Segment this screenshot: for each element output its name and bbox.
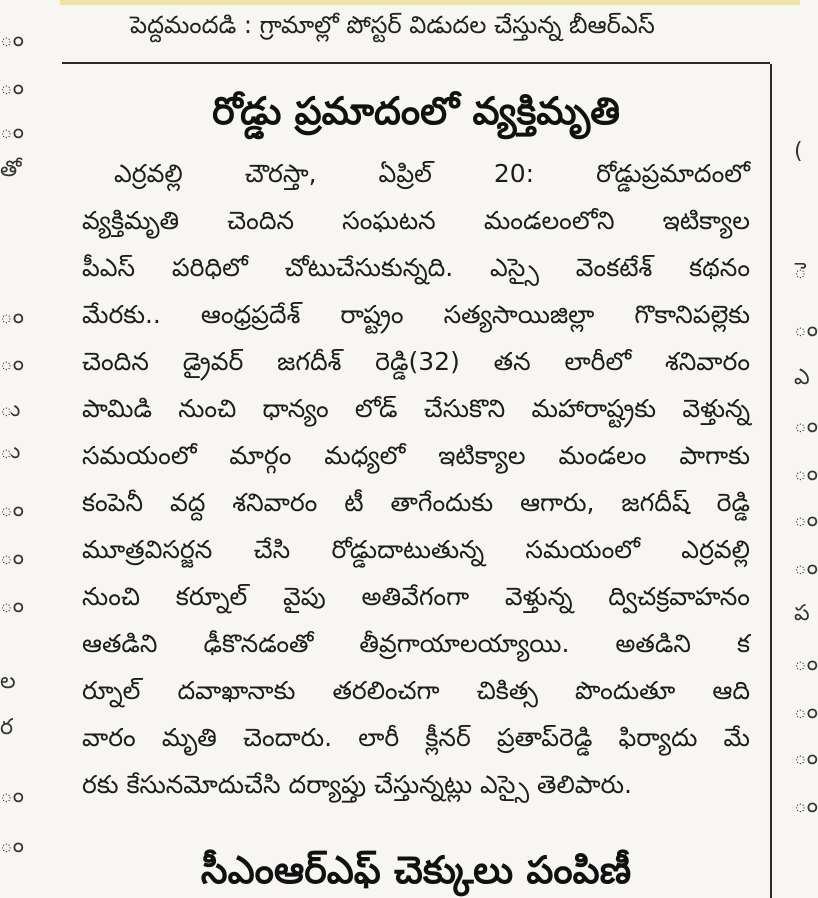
article-line: ఎర్రవల్లి చౌరస్తా, ఏప్రిల్ 20: రోడ్డుప్రమాదంలో xyxy=(114,159,750,188)
article-headline: రోడ్డు ప్రమాదంలో వ్యక్తిమృతి xyxy=(212,89,620,133)
article-line: పీఎస్ పరిధిలో చోటుచేసుకున్నది. ఎస్సై వెంకటేశ్ కథనం xyxy=(82,253,750,282)
photo-caption: పెద్దమందడి : గ్రామాల్లో పోస్టర్ విడుదల చేస్తున్న బీఆర్ఎస్ xyxy=(130,11,655,39)
article-line: కంపెనీ వద్ద శనివారం టీ తాగేందుకు ఆగారు, జగదీష్ రెడ్డి xyxy=(82,488,750,517)
left-fragment: తో xyxy=(0,157,22,182)
right-fragment: ం xyxy=(794,651,818,676)
left-fragment: ం xyxy=(0,75,24,100)
left-fragment: ం xyxy=(0,593,24,618)
right-fragment: ం xyxy=(794,793,818,818)
article-line: రకు కేసునమోదుచేసి దర్యాప్తు చేస్తున్నట్లు ఎస్సై తెలిపారు. xyxy=(82,770,632,799)
article-line: ఆతడిని ఢీకొనడంతో తీవ్రగాయాలయ్యాయి. అతడిని క xyxy=(82,629,750,658)
left-fragment: ం xyxy=(0,304,24,329)
left-fragment: ర xyxy=(0,715,14,740)
left-fragment: ు xyxy=(0,439,21,464)
left-column-fragments xyxy=(0,0,40,898)
article-line: వ్యక్తిమృతి చెందిన సంఘటన మండలంలోని ఇటిక్యాల xyxy=(82,206,750,235)
left-fragment: ం xyxy=(0,27,24,52)
right-fragment: ం xyxy=(794,317,818,342)
left-fragment: ం xyxy=(0,545,24,570)
left-fragment: ల xyxy=(0,669,16,694)
right-fragment: ం xyxy=(794,413,818,438)
column-top-rule xyxy=(62,62,770,64)
right-fragment: ం xyxy=(794,461,818,486)
left-fragment: ు xyxy=(0,397,21,422)
column-divider-rule xyxy=(770,64,772,898)
left-fragment: ం xyxy=(0,783,24,808)
right-fragment: ( xyxy=(794,139,803,164)
article-body xyxy=(82,150,750,808)
left-fragment: ం xyxy=(0,119,24,144)
article-line: పామిడి నుంచి ధాన్యం లోడ్ చేసుకొని మహారాష్ట్రకు వెళ్తున్న xyxy=(82,394,750,423)
article-line: నుంచి కర్నూల్ వైపు అతివేగంగా వెళ్తున్న ద్విచక్రవాహనం xyxy=(82,582,750,611)
right-fragment: ప xyxy=(794,601,810,626)
right-fragment: ం xyxy=(794,699,818,724)
right-fragment: ె xyxy=(794,259,807,284)
left-fragment: ం xyxy=(0,833,24,858)
left-fragment: ం xyxy=(0,497,24,522)
article-line: ర్నూల్ దవాఖానాకు తరలించగా చికిత్స పొందుతూ ఆది xyxy=(82,676,750,705)
article-line: చెందిన డ్రైవర్ జగదీశ్ రెడ్డి(32) తన లారీలో శనివారం xyxy=(82,347,750,376)
right-fragment: ఎ xyxy=(794,365,810,390)
right-fragment: ం xyxy=(794,745,818,770)
article-line: మూత్రవిసర్జన చేసి రోడ్డుదాటుతున్న సమయంలో ఎర్రవల్లి xyxy=(82,535,750,564)
right-fragment: ం xyxy=(794,555,818,580)
next-article-headline: సీఎంఆర్ఎఫ్ చెక్కులు పంపిణీ xyxy=(200,848,632,892)
photo-bottom-edge xyxy=(60,0,800,5)
right-fragment: ం xyxy=(794,507,818,532)
right-column-fragments xyxy=(780,0,818,898)
article-line: సమయంలో మార్గం మధ్యలో ఇటిక్యాల మండలం పాగాకు xyxy=(82,441,750,470)
article-line: వారం మృతి చెందారు. లారీ క్లీనర్ ప్రతాప్‌రెడ్డి ఫిర్యాదు మే xyxy=(82,723,750,752)
article-line: మేరకు.. ఆంధ్రప్రదేశ్ రాష్ట్రం సత్యసాయిజిల్లా గొకానిపల్లెకు xyxy=(82,300,750,329)
left-fragment: ం xyxy=(0,351,24,376)
